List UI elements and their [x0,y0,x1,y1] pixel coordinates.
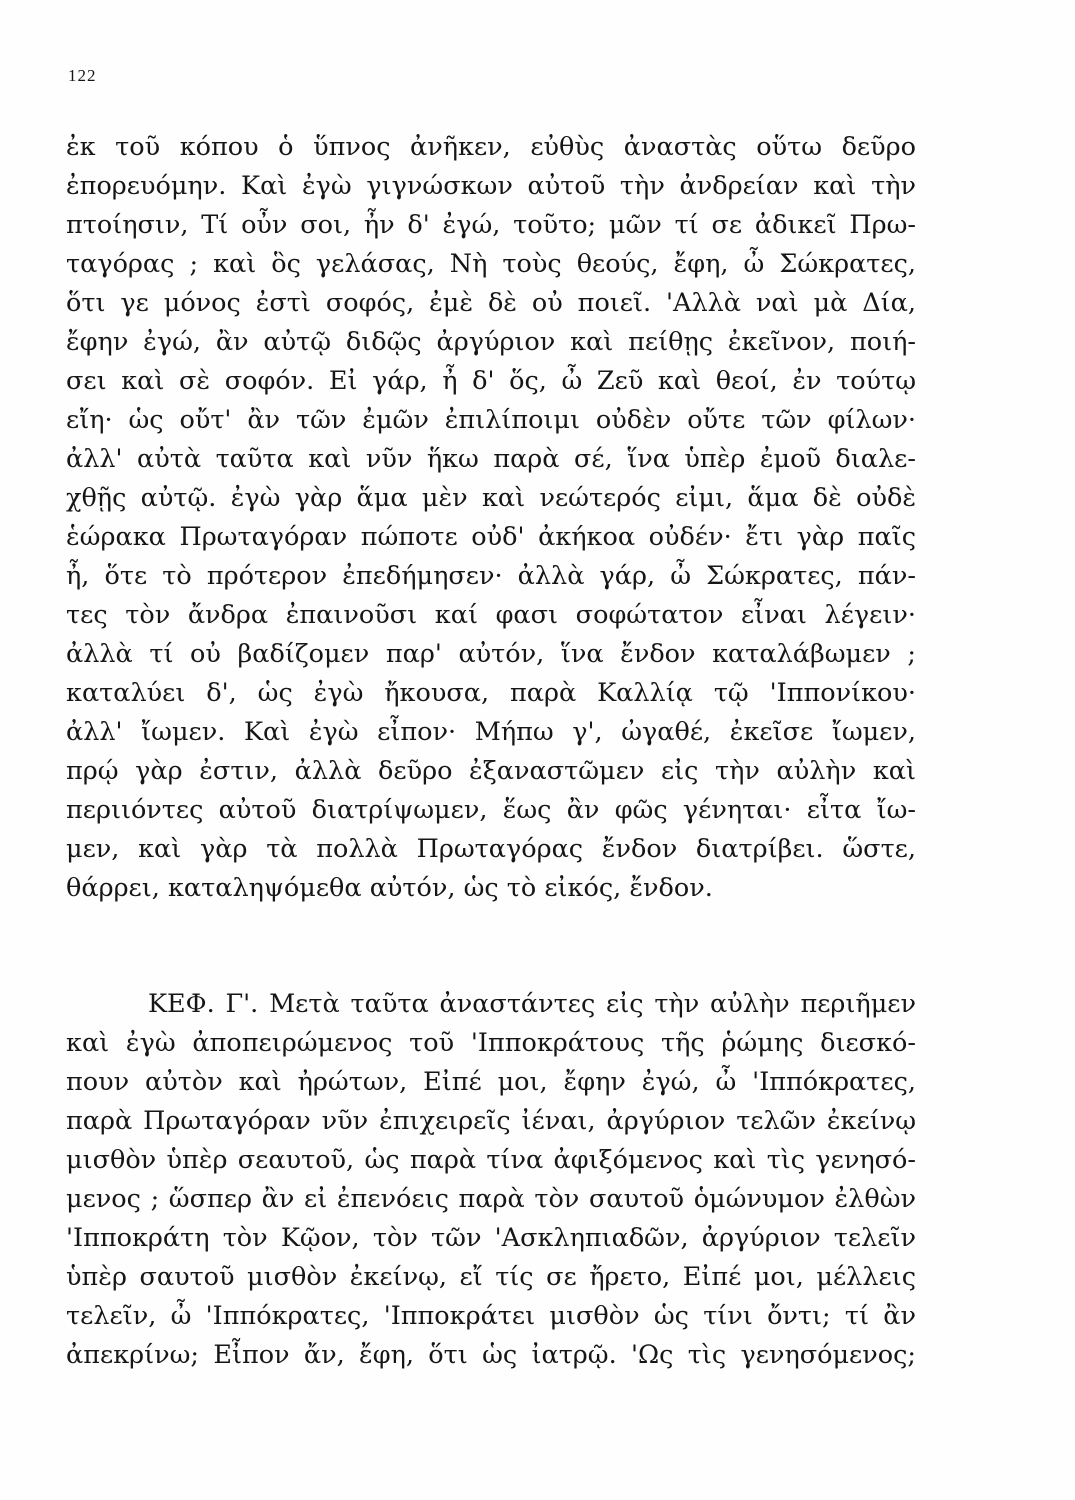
text-line: ἐπορευόμην. Καὶ ἐγὼ γιγνώσκων αὐτοῦ τὴν ἀνδρείαν καὶ τὴν [66,171,916,201]
paragraph-1 [66,128,916,908]
text-line: σει καὶ σὲ σοφόν. Εἰ γάρ, ἦ δ' ὅς, ὦ Ζεῦ καὶ θεοί, ἐν τούτῳ [66,366,916,396]
text-line: ἀλλὰ τί οὐ βαδίζομεν παρ' αὐτόν, ἵνα ἔνδον καταλάβωμεν ; [66,639,916,669]
text-line: καταλύει δ', ὡς ἐγὼ ἤκουσα, παρὰ Καλλίᾳ τῷ 'Ιππονίκου· [66,678,916,708]
text-line: ἐκ τοῦ κόπου ὁ ὕπνος ἀνῆκεν, εὐθὺς ἀναστὰς οὕτω δεῦρο [66,132,916,162]
text-line: πτοίησιν, Τί οὖν σοι, ἦν δ' ἐγώ, τοῦτο; μῶν τί σε ἀδικεῖ Πρω- [66,210,916,240]
text-line: πρῴ γὰρ ἐστιν, ἀλλὰ δεῦρο ἐξαναστῶμεν εἰς τὴν αὐλὴν καὶ [66,756,916,786]
text-line: 'Ιπποκράτη τὸν Κῷον, τὸν τῶν 'Ασκληπιαδῶν, ἀργύριον τελεῖν [66,1223,916,1253]
text-line: μενος ; ὥσπερ ἂν εἰ ἐπενόεις παρὰ τὸν σαυτοῦ ὁμώνυμον ἐλθὼν [66,1184,916,1214]
page-number: 122 [68,66,97,85]
text-line: ἀλλ' αὐτὰ ταῦτα καὶ νῦν ἥκω παρὰ σέ, ἵνα ὑπὲρ ἐμοῦ διαλε- [66,444,916,474]
text-line: χθῇς αὐτῷ. ἐγὼ γὰρ ἅμα μὲν καὶ νεώτερός εἰμι, ἅμα δὲ οὐδὲ [66,483,916,513]
chapter-opening-line: ΚΕΦ. Γ'. Μετὰ ταῦτα ἀναστάντες εἰς τὴν αὐλὴν περιῆμεν [148,989,916,1019]
text-line: ἀπεκρίνω; Εἶπον ἄν, ἔφη, ὅτι ὡς ἰατρῷ. 'Ως τὶς γενησόμενος; [66,1340,916,1370]
text-line: τελεῖν, ὦ 'Ιππόκρατες, 'Ιπποκράτει μισθὸν ὡς τίνι ὄντι; τί ἂν [66,1301,916,1331]
text-line: μισθὸν ὑπὲρ σεαυτοῦ, ὡς παρὰ τίνα ἀφιξόμενος καὶ τὶς γενησό- [66,1145,916,1175]
text-line: καὶ ἐγὼ ἀποπειρώμενος τοῦ 'Ιπποκράτους τῆς ῥώμης διεσκό- [66,1028,916,1058]
text-line: τες τὸν ἄνδρα ἐπαινοῦσι καί φασι σοφώτατον εἶναι λέγειν· [66,600,916,630]
text-line: εἴη· ὡς οὔτ' ἂν τῶν ἐμῶν ἐπιλίποιμι οὐδὲν οὔτε τῶν φίλων· [66,405,916,435]
text-line: ὑπὲρ σαυτοῦ μισθὸν ἐκείνῳ, εἴ τίς σε ἤρετο, Εἰπέ μοι, μέλλεις [66,1262,916,1292]
text-line: ταγόρας ; καὶ ὃς γελάσας, Νὴ τοὺς θεούς, ἔφη, ὦ Σώκρατες, [66,249,916,279]
text-line: περιιόντες αὐτοῦ διατρίψωμεν, ἕως ἂν φῶς γένηται· εἶτα ἴω- [66,795,916,825]
text-line: ὅτι γε μόνος ἐστὶ σοφός, ἐμὲ δὲ οὐ ποιεῖ. 'Αλλὰ ναὶ μὰ Δία, [66,288,916,318]
text-line: ἑώρακα Πρωταγόραν πώποτε οὐδ' ἀκήκοα οὐδέν· ἔτι γὰρ παῖς [66,522,916,552]
text-line: παρὰ Πρωταγόραν νῦν ἐπιχειρεῖς ἰέναι, ἀργύριον τελῶν ἐκείνῳ [66,1106,916,1136]
text-line: ἀλλ' ἴωμεν. Καὶ ἐγὼ εἶπον· Μήπω γ', ὠγαθέ, ἐκεῖσε ἴωμεν, [66,717,916,747]
text-line: ἦ, ὅτε τὸ πρότερον ἐπεδήμησεν· ἀλλὰ γάρ, ὦ Σώκρατες, πάν- [66,561,916,591]
text-line: μεν, καὶ γὰρ τὰ πολλὰ Πρωταγόρας ἔνδον διατρίβει. ὥστε, [66,834,916,864]
text-line: θάρρει, καταληψόμεθα αὐτόν, ὡς τὸ εἰκός, ἔνδον. [66,873,713,903]
text-line: πουν αὐτὸν καὶ ἠρώτων, Εἰπέ μοι, ἔφην ἐγώ, ὦ 'Ιππόκρατες, [66,1067,916,1097]
paragraph-2 [66,985,916,1375]
text-line: ἔφην ἐγώ, ἂν αὐτῷ διδῷς ἀργύριον καὶ πείθῃς ἐκεῖνον, ποιή- [66,327,916,357]
